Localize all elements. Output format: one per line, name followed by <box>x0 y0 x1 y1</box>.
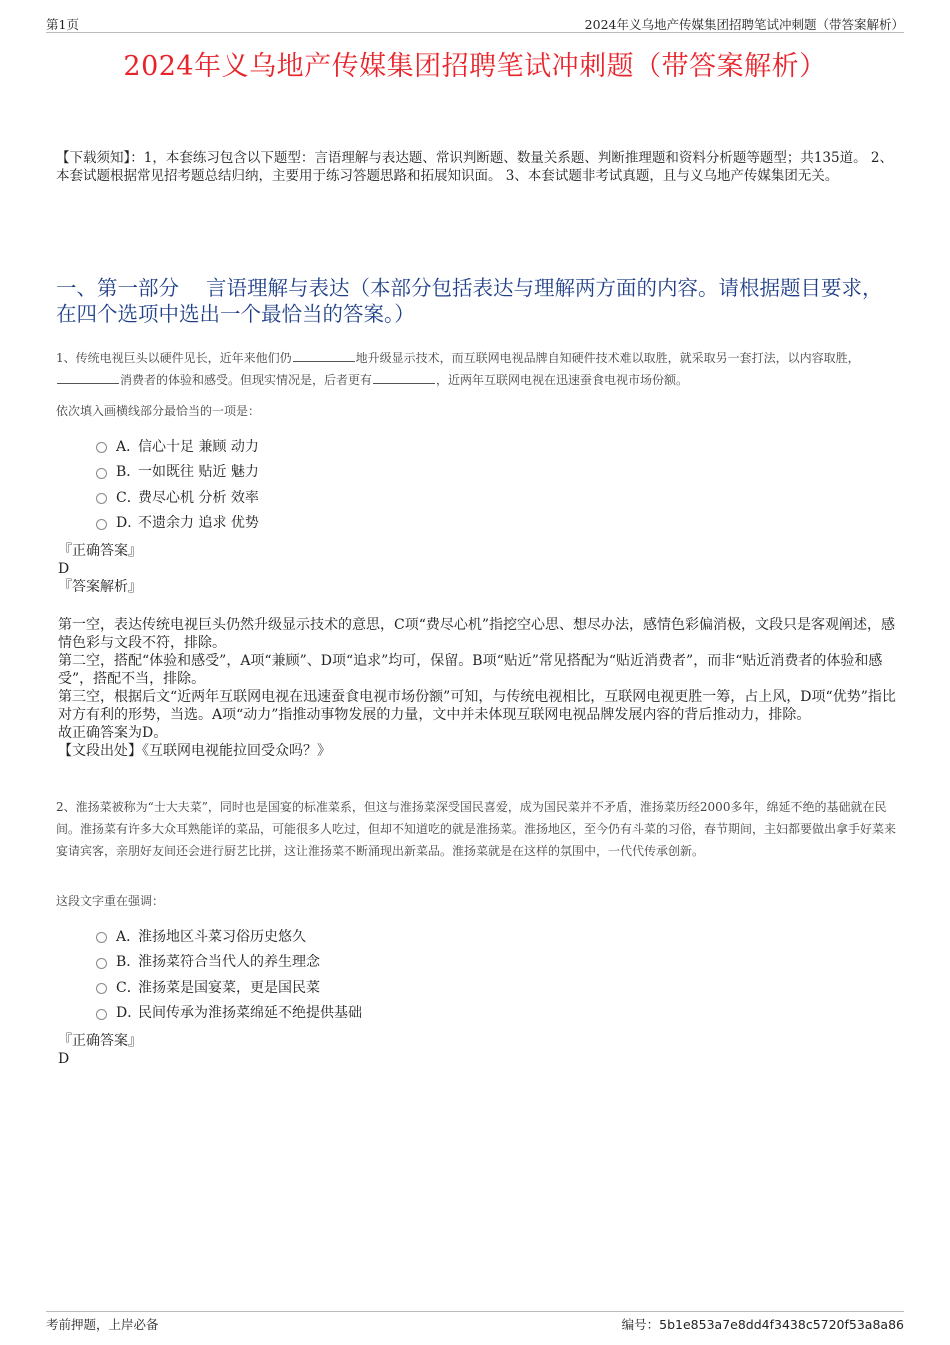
option-label: D． <box>116 1005 142 1022</box>
q1-text-1: 1、传统电视巨头以硬件见长，近年来他们仍 <box>56 351 292 365</box>
fill-blank-1 <box>293 349 355 362</box>
page-header <box>46 14 904 33</box>
q2-answer-block <box>58 1032 142 1068</box>
radio-button-icon[interactable] <box>96 1009 107 1020</box>
option-label: B． <box>116 464 141 481</box>
option-label: C． <box>116 489 141 506</box>
q1-option-c[interactable] <box>96 484 259 510</box>
footer-slogan: 考前押题，上岸必备 <box>46 1317 159 1332</box>
source-citation: 【文段出处】《互联网电视能拉回受众吗？》 <box>58 743 331 759</box>
radio-button-icon[interactable] <box>96 468 107 479</box>
option-text: 信心十足 兼顾 动力 <box>138 438 259 455</box>
q1-answer-block <box>58 542 142 596</box>
option-text: 费尽心机 分析 效率 <box>138 489 259 506</box>
answer-label: 『正确答案』 <box>58 543 142 559</box>
question-1-instruction: 依次填入画横线部分最恰当的一项是： <box>56 404 261 418</box>
q2-option-d[interactable] <box>96 1000 362 1026</box>
q1-text-3: 消费者的体验和感受。但现实情况是，后者更有 <box>120 373 373 387</box>
section-heading: 一、第一部分 言语理解与表达（本部分包括表达与理解两方面的内容。请根据题目要求，在四个选项中选出一个最恰当的答案。） <box>56 276 883 326</box>
q1-option-b[interactable] <box>96 459 259 485</box>
radio-button-icon[interactable] <box>96 958 107 969</box>
q1-analysis <box>58 616 898 760</box>
analysis-label: 『答案解析』 <box>58 579 142 595</box>
question-2-stem: 2、淮扬菜被称为“士大夫菜”，同时也是国宴的标准菜系，但这与淮扬菜深受国民喜爱，成为国民菜并不矛盾，淮扬菜历经2000多年，绵延不绝的基础就在民间。淮扬菜有许多大众耳熟能详的菜品，可能很多人吃过，但却不知道吃的就是淮扬菜。淮扬地区，至今仍有斗菜的习俗，春节期间，主妇都要做出拿手好菜来宴请宾客，亲朋好友间还会进行厨艺比拼，这让淮扬菜不断涌现出新菜品。淮扬菜就是在这样的氛围中，一代代传承创新。 <box>56 800 897 858</box>
radio-button-icon[interactable] <box>96 519 107 530</box>
analysis-paragraph: 第二空，搭配“体验和感受”，A项“兼顾”、D项“追求”均可，保留。B项“贴近”常见搭配为“贴近消费者”，而非“贴近消费者的体验和感受”，搭配不当，排除。 <box>58 653 883 687</box>
option-label: D． <box>116 515 142 532</box>
option-label: A． <box>116 928 141 945</box>
analysis-paragraph: 第三空，根据后文“近两年互联网电视在迅速蚕食电视市场份额”可知，与传统电视相比，互联网电视更胜一筹，占上风，D项“优势”指比对方有利的形势，当选。A项“动力”指推动事物发展的力量，文中并未体现互联网电视品牌发展内容的背后推动力，排除。 <box>58 689 896 723</box>
fill-blank-3 <box>373 371 435 384</box>
q1-text-2: 地升级显示技术，而互联网电视品牌自知硬件技术难以取胜，就采取另一套打法，以内容取胜， <box>355 351 860 365</box>
q2-option-a[interactable] <box>96 923 362 949</box>
page-footer <box>46 1311 904 1332</box>
page-number: 第1页 <box>46 17 79 32</box>
q2-option-b[interactable] <box>96 949 362 975</box>
q1-option-d[interactable] <box>96 510 259 536</box>
document-code <box>622 1315 904 1333</box>
question-1-options <box>96 433 259 535</box>
q1-option-a[interactable] <box>96 433 259 459</box>
question-2-instruction: 这段文字重在强调： <box>56 894 165 908</box>
option-label: C． <box>116 979 141 996</box>
analysis-paragraph: 第一空，表达传统电视巨头仍然升级显示技术的意思，C项“费尽心机”指挖空心思、想尽办法，感情色彩偏消极，文段只是客观阐述，感情色彩与文段不符，排除。 <box>58 617 896 651</box>
q1-text-4: ，近两年互联网电视在迅速蚕食电视市场份额。 <box>436 373 689 387</box>
analysis-conclusion: 故正确答案为D。 <box>58 725 168 741</box>
code-label: 编号： <box>621 1317 660 1332</box>
option-text: 不遗余力 追求 优势 <box>138 515 259 532</box>
radio-button-icon[interactable] <box>96 493 107 504</box>
download-notice: 【下载须知】：1，本套练习包含以下题型：言语理解与表达题、常识判断题、数量关系题、判断推理题和资料分析题等题型；共135道。 2、本套试题根据常见招考题总结归纳，主要用于练习答题思路和拓展知识面。 3、本套试题非考试真题，且与义乌地产传媒集团无关。 <box>56 150 893 184</box>
code-value: 5b1e853a7e8dd4f3438c5720f53a8a86 <box>659 1317 904 1332</box>
question-1-stem <box>56 347 901 391</box>
answer-value: D <box>58 561 70 577</box>
document-title: 2024年义乌地产传媒集团招聘笔试冲刺题（带答案解析） <box>123 51 827 82</box>
q2-option-c[interactable] <box>96 974 362 1000</box>
question-2-options <box>96 923 362 1025</box>
answer-label: 『正确答案』 <box>58 1033 142 1049</box>
option-text: 淮扬菜是国宴菜，更是国民菜 <box>138 979 320 996</box>
radio-button-icon[interactable] <box>96 442 107 453</box>
option-text: 淮扬菜符合当代人的养生理念 <box>138 954 320 971</box>
option-label: B． <box>116 954 141 971</box>
option-text: 民间传承为淮扬菜绵延不绝提供基础 <box>138 1005 362 1022</box>
option-text: 一如既往 贴近 魅力 <box>138 464 259 481</box>
option-label: A． <box>116 438 141 455</box>
radio-button-icon[interactable] <box>96 932 107 943</box>
header-doc-title: 2024年义乌地产传媒集团招聘笔试冲刺题（带答案解析） <box>584 17 904 32</box>
fill-blank-2 <box>57 371 119 384</box>
answer-value: D <box>58 1051 70 1067</box>
radio-button-icon[interactable] <box>96 983 107 994</box>
option-text: 淮扬地区斗菜习俗历史悠久 <box>138 928 306 945</box>
